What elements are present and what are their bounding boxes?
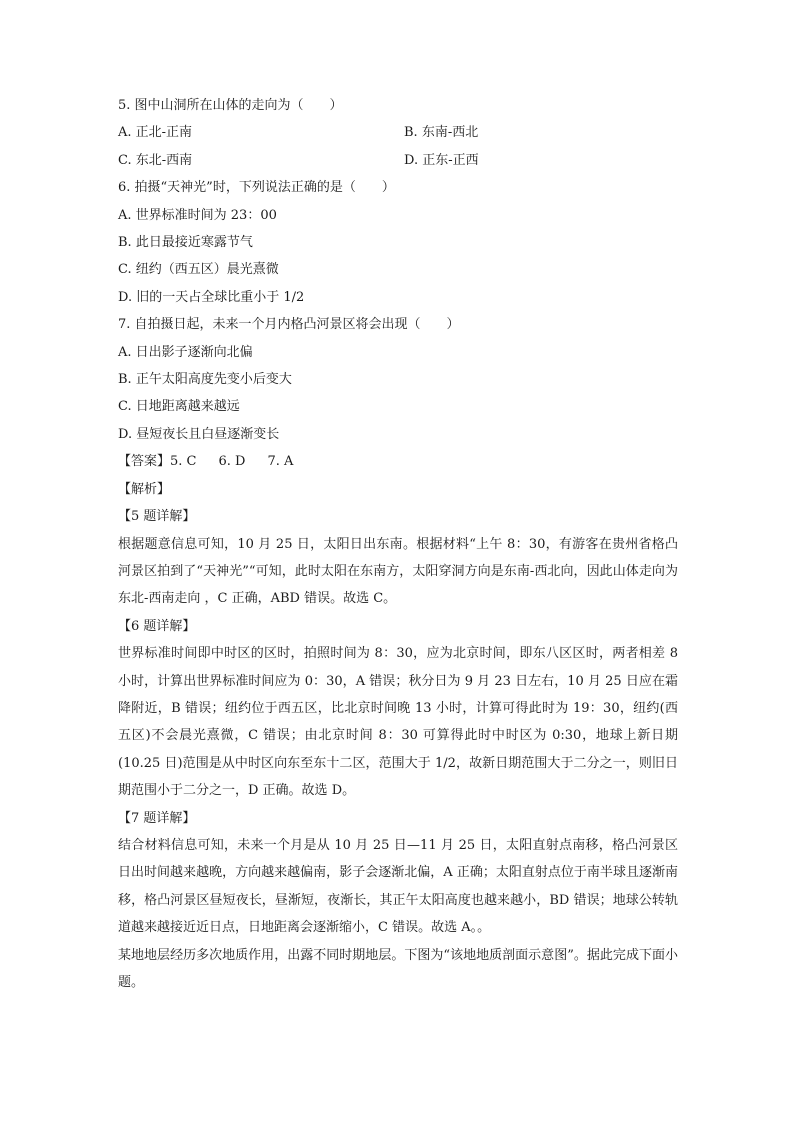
q5-option-b: B. 东南-西北 — [404, 125, 479, 141]
detail6-heading: 【6 题详解】 — [118, 618, 196, 634]
q6-option-a: A. 世界标准时间为 23：00 — [118, 207, 277, 223]
q7-stem: 7. 自拍摄日起，未来一个月内格凸河景区将会出现（ ） — [118, 317, 460, 333]
q6-stem: 6. 拍摄“天神光”时，下列说法正确的是（ ） — [118, 180, 395, 196]
answer-q7: 7. A — [267, 454, 294, 470]
q6-option-b: B. 此日最接近寒露节气 — [118, 235, 253, 251]
answer-q5: 5. C — [170, 454, 197, 470]
answer-label: 【答案】 — [118, 454, 171, 470]
answer-line — [118, 448, 678, 475]
detail5-heading: 【5 题详解】 — [118, 509, 196, 525]
q6-option-d: D. 旧的一天占全球比重小于 1/2 — [118, 289, 305, 305]
q5-options-row-2 — [118, 147, 678, 174]
q6-option-c: C. 纽约（西五区）晨光熹微 — [118, 262, 279, 278]
q5-option-c: C. 东北-西南 — [118, 152, 193, 168]
analysis-label: 【解析】 — [118, 481, 171, 497]
detail7-text: 结合材料信息可知，未来一个月是从 10 月 25 日—11 月 25 日，太阳直射点南移，格凸河景区日出时间越来越晚，方向越来越偏南，影子会逐渐北偏，A 正确；太阳直射点位于南半球且逐渐南移，格凸河景区昼短夜长，昼渐短，夜渐长，其正午太阳高度也越来越小，BD 错误；地球公转轨道越来越接近近日点，日地距离会逐渐缩小，C 错误。故选 A。。 — [118, 837, 678, 936]
document-page — [118, 92, 678, 996]
q7-option-d: D. 昼短夜长且白昼逐渐变长 — [118, 426, 280, 442]
q7-option-c: C. 日地距离越来越远 — [118, 399, 240, 415]
q7-option-a: A. 日出影子逐渐向北偏 — [118, 344, 253, 360]
detail5-text: 根据题意信息可知，10 月 25 日，太阳日出东南。根据材料“上午 8：30，有游客在贵州省格凸河景区拍到了“天神光”“可知，此时太阳在东南方，太阳穿洞方向是东南-西北向，因此山体走向为东北-西南走向 ，C 正确，ABD 错误。故选 C。 — [118, 536, 678, 607]
q5-options-row-1 — [118, 119, 678, 146]
answer-q6: 6. D — [218, 454, 246, 470]
detail7-heading: 【7 题详解】 — [118, 810, 196, 826]
q5-option-a: A. 正北-正南 — [118, 125, 193, 141]
detail6-text: 世界标准时间即中时区的区时，拍照时间为 8：30，应为北京时间，即东八区区时，两者相差 8 小时，计算出世界标准时间应为 0：30，A 错误；秋分日为 9 月 23 日左右，10 月 25 日应在霜降附近，B 错误；纽约位于西五区，比北京时间晚 13 小时，计算可得此时为 19：30，纽约(西五区)不会晨光熹微，C 错误；由北京时间 8：30 可算得此时中时区为 0:30，地球上新日期(10.25 日)范围是从中时区向东至东十二区，范围大于 1/2，故新日期范围大于二分之一，则旧日期范围小于二分之一，D 正确。故选 D。 — [118, 646, 678, 799]
q5-stem: 5. 图中山洞所在山体的走向为（ ） — [118, 98, 343, 113]
q7-option-b: B. 正午太阳高度先变小后变大 — [118, 372, 292, 388]
q5-option-d: D. 正东-正西 — [404, 152, 479, 168]
next-section-intro: 某地地层经历多次地质作用，出露不同时期地层。下图为“该地地质剖面示意图”。据此完成下面小题。 — [118, 947, 678, 990]
